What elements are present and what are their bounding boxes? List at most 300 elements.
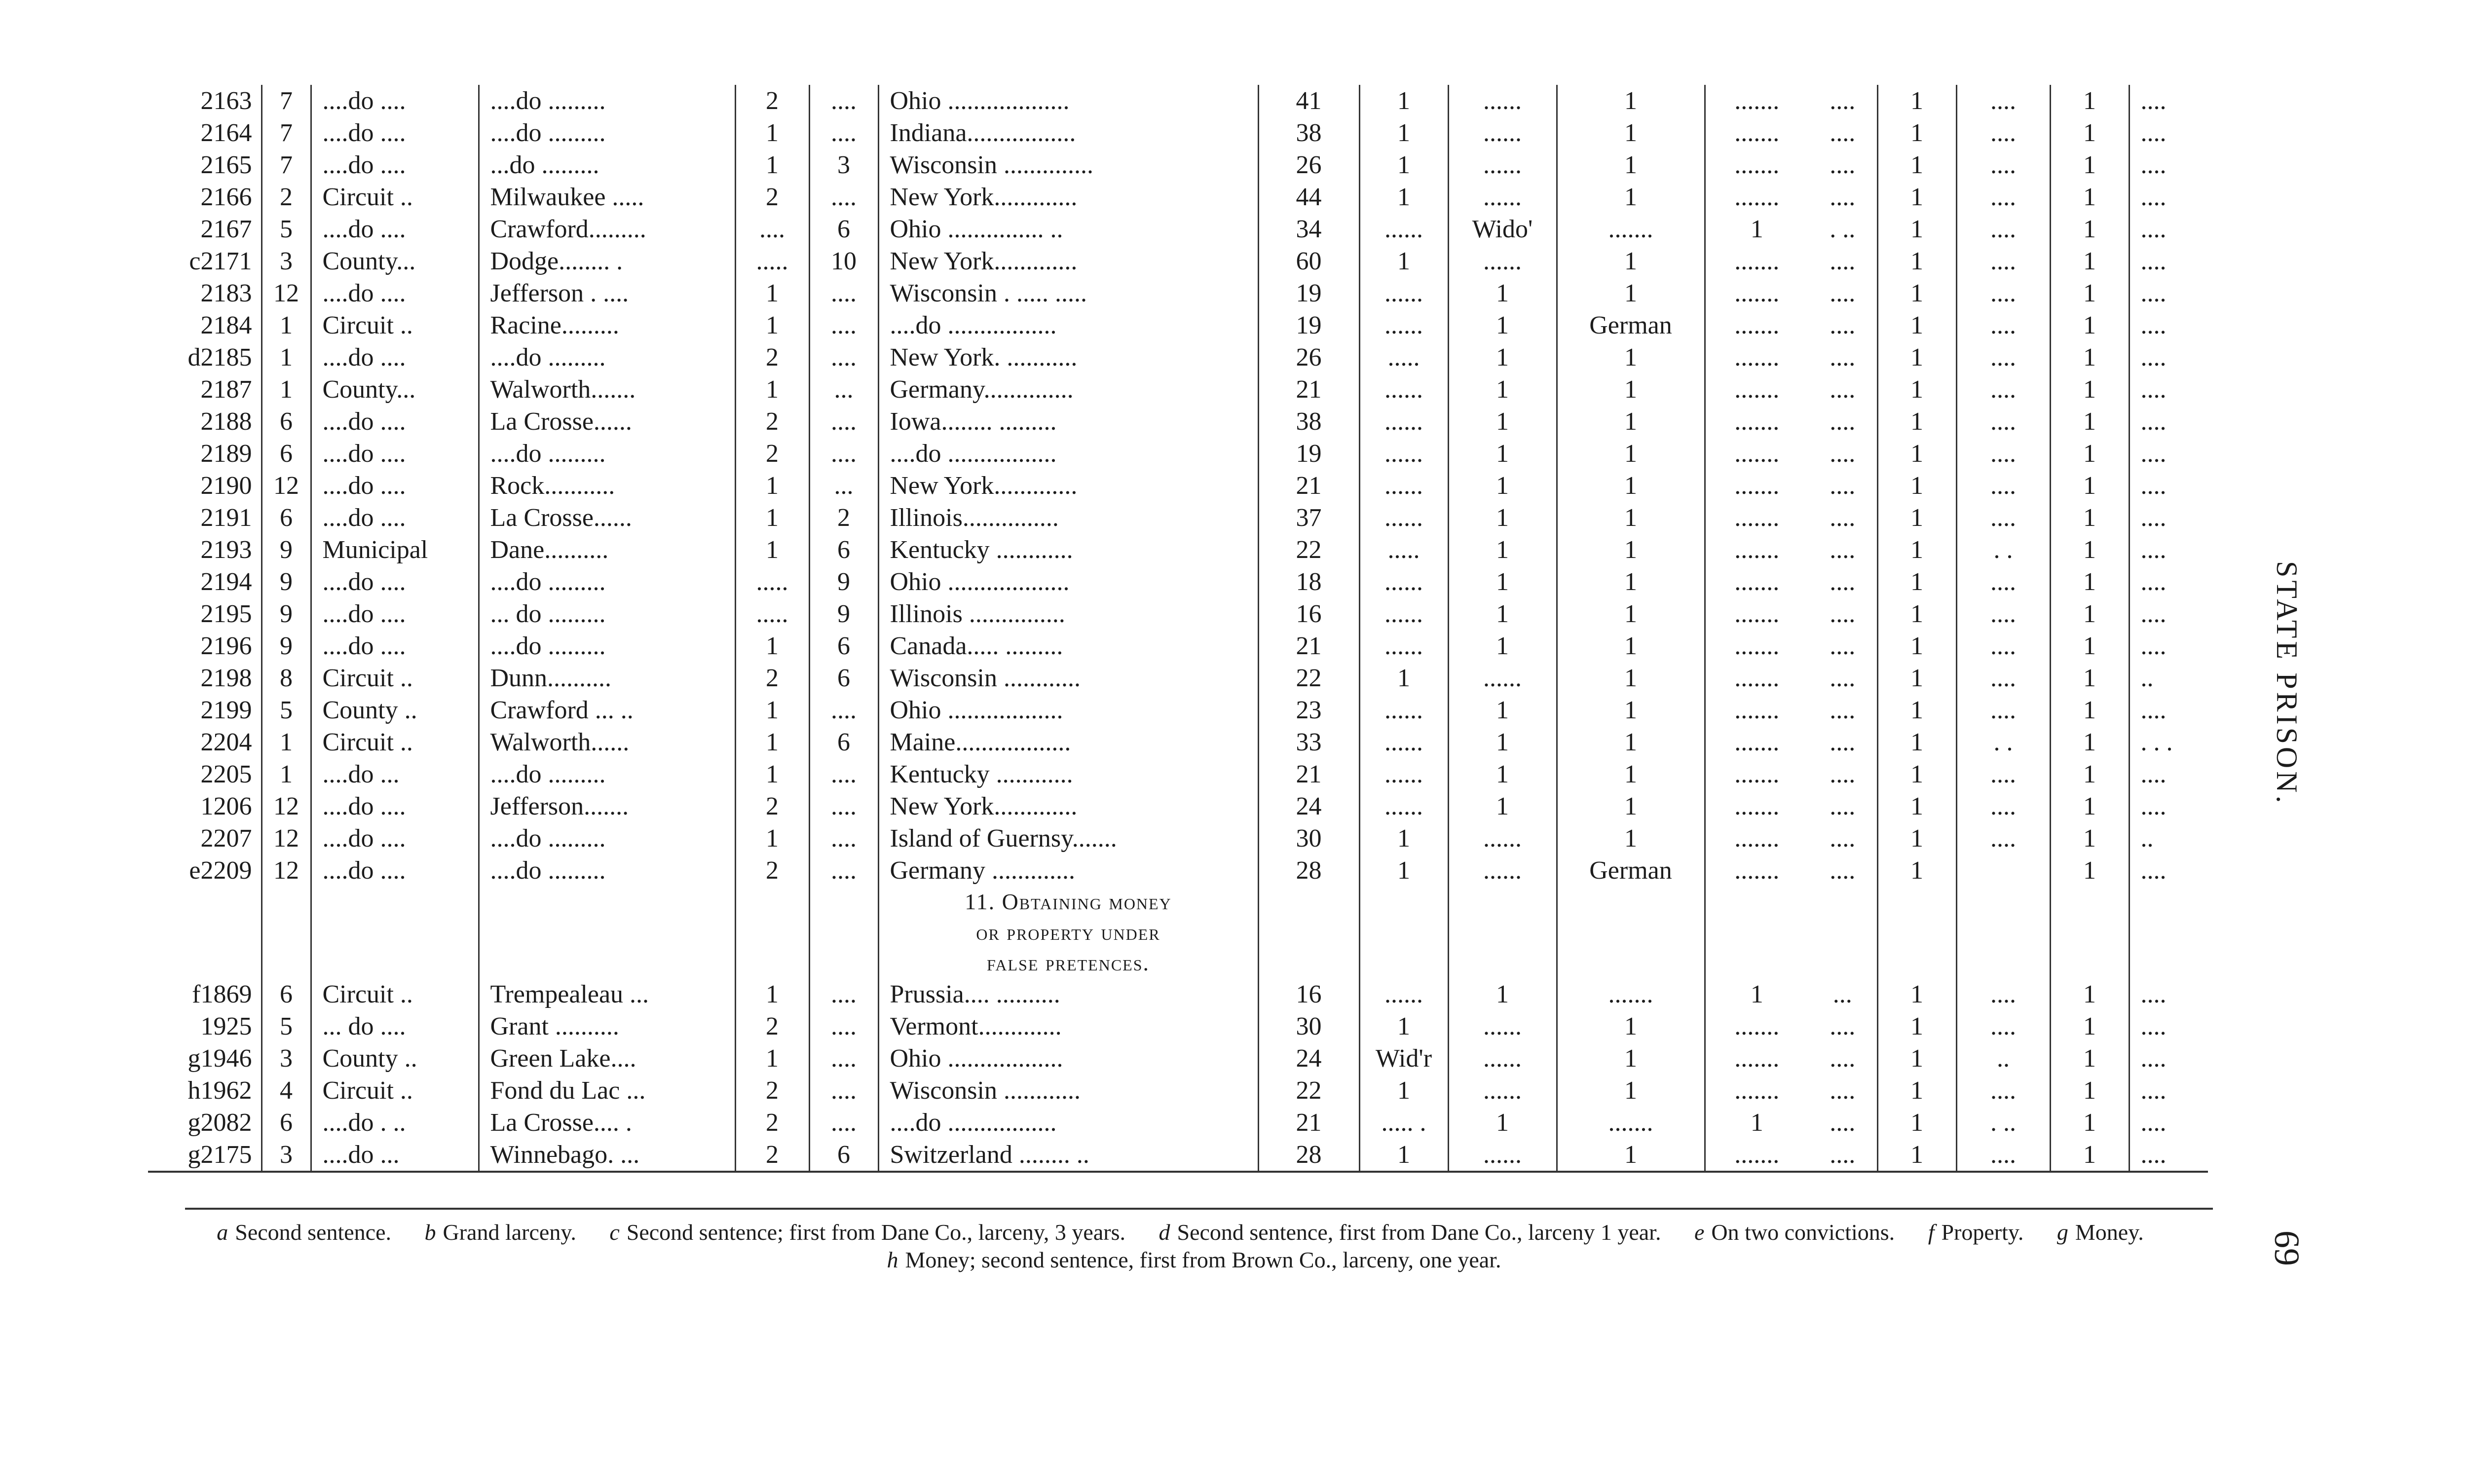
cell-age: 19 [1258,277,1359,309]
table-row [148,534,2208,566]
cell-sentence-term: 7 [262,149,311,181]
cell-court: Circuit .. [311,662,479,694]
cell-sentence-term: 9 [262,598,311,630]
cell-col-e: 1 [1877,1107,1956,1139]
cell-age: 24 [1258,1042,1359,1075]
cell-col-a: 2 [735,1139,809,1172]
cell-col-c: 1 [1705,978,1808,1010]
cell-nativity: Vermont............. [878,1010,1258,1042]
cell-county: La Crosse...... [479,502,735,534]
section-heading-line: 11. Obtaining money [965,889,1172,914]
cell-age: 21 [1258,758,1359,790]
cell-col-g: 1 [2050,978,2129,1010]
cell-court: ....do .... [311,277,479,309]
footnote [1928,1219,2024,1246]
cell-col-c: ....... [1705,534,1808,566]
cell-court: ....do .... [311,822,479,854]
cell-col-e: 1 [1877,822,1956,854]
cell-col-g: 1 [2050,438,2129,470]
cell-col-b: 6 [809,534,878,566]
cell-col-e: 1 [1877,373,1956,406]
cell-county: Dodge........ . [479,245,735,277]
cell-col-a: 1 [735,978,809,1010]
cell-col-married: ..... . [1359,1107,1448,1139]
cell-nativity: New York............. [878,790,1258,822]
cell-col-married: 1 [1359,1075,1448,1107]
cell-sentence-term: 3 [262,245,311,277]
cell-col-g: 1 [2050,790,2129,822]
empty-cell [479,887,735,978]
cell-county: Grant .......... [479,1010,735,1042]
cell-sentence-term: 5 [262,1010,311,1042]
cell-county: ....do ......... [479,630,735,662]
cell-col-e: 1 [1877,149,1956,181]
cell-court: County... [311,245,479,277]
cell-county: ....do ......... [479,854,735,887]
cell-col-single: ...... [1448,1139,1557,1172]
table-row [148,854,2208,887]
cell-court: Municipal [311,534,479,566]
cell-col-g: 1 [2050,245,2129,277]
cell-col-g: 1 [2050,662,2129,694]
cell-col-b: .... [809,1107,878,1139]
table-row [148,1042,2208,1075]
cell-court: ... do .... [311,1010,479,1042]
section-heading-line: false pretences. [987,950,1150,975]
cell-col-single: ...... [1448,854,1557,887]
footnote-text: Money. [2075,1220,2144,1245]
cell-col-f: .... [1956,1075,2050,1107]
footnote [2057,1219,2144,1246]
cell-age: 28 [1258,1139,1359,1172]
cell-county: Milwaukee ..... [479,181,735,213]
cell-nativity: Kentucky ............ [878,534,1258,566]
cell-col-single: ...... [1448,117,1557,149]
cell-col-single: ...... [1448,822,1557,854]
cell-col-g: 1 [2050,85,2129,117]
cell-col-language: 1 [1557,245,1705,277]
footnote [1694,1219,1895,1246]
footnote-mark: g [2056,1220,2068,1245]
cell-sentence-term: 1 [262,309,311,341]
cell-col-c: ....... [1705,630,1808,662]
cell-county: Walworth...... [479,726,735,758]
empty-cell [1877,887,1956,978]
cell-nativity: Iowa........ ......... [878,406,1258,438]
cell-col-c: ....... [1705,470,1808,502]
cell-col-c: ....... [1705,726,1808,758]
cell-col-married: ...... [1359,790,1448,822]
cell-col-e: 1 [1877,1042,1956,1075]
table-row [148,630,2208,662]
cell-col-e: 1 [1877,598,1956,630]
cell-col-married: ...... [1359,758,1448,790]
cell-col-language: 1 [1557,373,1705,406]
cell-col-married: 1 [1359,662,1448,694]
cell-col-b: 9 [809,566,878,598]
cell-sentence-term: 6 [262,502,311,534]
cell-col-h: .... [2129,1010,2208,1042]
cell-court: County... [311,373,479,406]
cell-col-married: ...... [1359,630,1448,662]
cell-col-d: ... [1832,980,1852,1008]
cell-age: 23 [1258,694,1359,726]
cell-col-language: 1 [1557,277,1705,309]
cell-col-g: 1 [2050,149,2129,181]
cell-col-h: .... [2129,566,2208,598]
prison-register-table [148,85,2208,1173]
cell-col-f: .... [1956,245,2050,277]
cell-col-f: .... [1956,790,2050,822]
cell-col-married: ...... [1359,726,1448,758]
cell-county: ....do ......... [479,438,735,470]
cell-col-f: . . [1956,726,2050,758]
cell-col-married: ...... [1359,277,1448,309]
table-row [148,566,2208,598]
cell-col-single: 1 [1448,790,1557,822]
cell-col-g: 1 [2050,277,2129,309]
cell-col-single: 1 [1448,534,1557,566]
cell-col-language: 1 [1557,1139,1705,1172]
cell-col-language: 1 [1557,598,1705,630]
cell-col-e: 1 [1877,181,1956,213]
footnote [217,1219,391,1246]
cell-col-b: .... [809,117,878,149]
cell-col-h: .... [2129,694,2208,726]
cell-col-married: ...... [1359,694,1448,726]
cell-col-f: .... [1956,309,2050,341]
cell-col-e: 1 [1877,406,1956,438]
cell-col-d: .... [1830,440,1856,468]
cell-col-f: .... [1956,758,2050,790]
cell-col-a: 1 [735,309,809,341]
cell-col-language: 1 [1557,438,1705,470]
cell-nativity: Prussia.... .......... [878,978,1258,1010]
cell-col-language: 1 [1557,1075,1705,1107]
empty-cell [148,887,262,978]
cell-prisoner-number: c2171 [189,247,252,275]
cell-col-f: .... [1956,406,2050,438]
cell-col-d: .... [1830,183,1856,211]
cell-col-d: .... [1830,856,1856,885]
cell-court: ....do .... [311,438,479,470]
cell-age: 37 [1258,502,1359,534]
cell-court: County .. [311,694,479,726]
cell-col-h: .... [2129,213,2208,245]
cell-col-a: 1 [735,470,809,502]
cell-col-c: 1 [1705,1107,1808,1139]
cell-age: 60 [1258,245,1359,277]
cell-col-b: .... [809,822,878,854]
cell-col-d: .... [1830,728,1856,756]
cell-col-single: 1 [1448,726,1557,758]
cell-prisoner-number: d2185 [187,343,252,371]
cell-court: Circuit .. [311,1075,479,1107]
cell-col-single: ...... [1448,181,1557,213]
cell-col-c: 1 [1705,213,1808,245]
cell-col-language: 1 [1557,406,1705,438]
cell-col-h: .... [2129,854,2208,887]
cell-col-c: ....... [1705,181,1808,213]
footnote-mark: e [1694,1220,1705,1245]
cell-col-married: 1 [1359,149,1448,181]
cell-col-h: .... [2129,790,2208,822]
cell-col-g: 1 [2050,822,2129,854]
empty-cell [1808,887,1877,978]
cell-col-single: 1 [1448,277,1557,309]
table-row [148,341,2208,373]
footnote-text: Property. [1941,1220,2024,1245]
cell-col-b: 6 [809,662,878,694]
cell-col-d: .... [1830,664,1856,692]
cell-prisoner-number: 2191 [200,504,252,532]
cell-col-a: 1 [735,373,809,406]
cell-county: ....do ......... [479,758,735,790]
cell-col-d: .... [1830,472,1856,500]
cell-col-language: 1 [1557,790,1705,822]
table-row [148,213,2208,245]
empty-cell [1359,887,1448,978]
cell-col-e: 1 [1877,1139,1956,1172]
cell-col-e: 1 [1877,694,1956,726]
cell-col-f [1956,854,2050,887]
cell-col-c: ....... [1705,245,1808,277]
cell-col-single: 1 [1448,470,1557,502]
cell-col-h: .... [2129,1139,2208,1172]
table-row [148,1010,2208,1042]
cell-col-c: ....... [1705,85,1808,117]
cell-court: ....do ... [311,758,479,790]
cell-col-c: ....... [1705,598,1808,630]
cell-col-g: 1 [2050,1010,2129,1042]
cell-nativity: Germany ............. [878,854,1258,887]
cell-col-e: 1 [1877,662,1956,694]
cell-court: Circuit .. [311,309,479,341]
cell-col-c: ....... [1705,854,1808,887]
empty-cell [735,887,809,978]
cell-sentence-term: 2 [262,181,311,213]
cell-age: 26 [1258,149,1359,181]
cell-col-language: German [1557,309,1705,341]
cell-col-c: ....... [1705,341,1808,373]
empty-cell [809,887,878,978]
cell-col-f: .... [1956,277,2050,309]
cell-col-f: .... [1956,1010,2050,1042]
cell-col-d: .... [1830,824,1856,853]
cell-col-g: 1 [2050,309,2129,341]
table-row [148,470,2208,502]
cell-col-single: 1 [1448,438,1557,470]
cell-age: 41 [1258,85,1359,117]
cell-col-a: 2 [735,790,809,822]
cell-col-f: . .. [1956,1107,2050,1139]
cell-col-single: ...... [1448,1075,1557,1107]
cell-col-g: 1 [2050,534,2129,566]
cell-col-f: .... [1956,85,2050,117]
cell-col-e: 1 [1877,1075,1956,1107]
cell-col-f: .... [1956,1139,2050,1172]
cell-sentence-term: 3 [262,1139,311,1172]
cell-sentence-term: 6 [262,438,311,470]
cell-col-married: ...... [1359,309,1448,341]
cell-col-a: 2 [735,341,809,373]
cell-age: 21 [1258,630,1359,662]
cell-col-e: 1 [1877,277,1956,309]
cell-prisoner-number: 2183 [200,279,252,307]
cell-col-language: 1 [1557,1042,1705,1075]
cell-nativity: Illinois............... [878,502,1258,534]
cell-age: 38 [1258,117,1359,149]
cell-col-a: .... [735,213,809,245]
cell-col-b: .... [809,85,878,117]
cell-col-h: .... [2129,1075,2208,1107]
cell-col-e: 1 [1877,85,1956,117]
cell-col-single: ...... [1448,245,1557,277]
cell-prisoner-number: 1206 [200,792,252,820]
cell-col-d: .... [1830,504,1856,532]
cell-col-c: ....... [1705,438,1808,470]
cell-col-c: ....... [1705,1139,1808,1172]
cell-col-married: ...... [1359,566,1448,598]
cell-col-g: 1 [2050,630,2129,662]
cell-col-a: 1 [735,1042,809,1075]
cell-col-b: .... [809,181,878,213]
cell-col-single: 1 [1448,630,1557,662]
cell-col-h: . . . [2129,726,2208,758]
table-row [148,726,2208,758]
cell-col-d: .... [1830,696,1856,724]
cell-sentence-term: 3 [262,1042,311,1075]
cell-col-e: 1 [1877,213,1956,245]
cell-col-a: 2 [735,1075,809,1107]
cell-col-g: 1 [2050,406,2129,438]
cell-col-language: 1 [1557,694,1705,726]
cell-col-c: ....... [1705,1075,1808,1107]
cell-prisoner-number: h1962 [187,1076,252,1105]
cell-col-b: .... [809,438,878,470]
footnote-mark: a [217,1220,228,1245]
cell-county: Crawford ... .. [479,694,735,726]
cell-nativity: Switzerland ........ .. [878,1139,1258,1172]
running-head: STATE PRISON. [2271,560,2303,806]
cell-nativity: Maine.................. [878,726,1258,758]
cell-col-married: ...... [1359,438,1448,470]
cell-col-h: .... [2129,245,2208,277]
table-row [148,245,2208,277]
cell-nativity: Wisconsin .............. [878,149,1258,181]
footnote-mark: d [1159,1220,1170,1245]
cell-nativity: New York............. [878,470,1258,502]
cell-court: ....do .... [311,854,479,887]
cell-prisoner-number: 2196 [200,632,252,660]
cell-sentence-term: 5 [262,213,311,245]
cell-col-d: .... [1830,1044,1856,1073]
cell-col-language: 1 [1557,630,1705,662]
cell-col-e: 1 [1877,117,1956,149]
cell-nativity: Kentucky ............ [878,758,1258,790]
cell-county: Racine......... [479,309,735,341]
cell-col-h: .. [2129,662,2208,694]
table-body [148,85,2208,1172]
cell-col-d: .... [1830,1012,1856,1040]
cell-col-single: ...... [1448,662,1557,694]
cell-col-f: .... [1956,470,2050,502]
cell-age: 26 [1258,341,1359,373]
cell-col-a: 1 [735,822,809,854]
cell-col-c: ....... [1705,149,1808,181]
cell-col-f: .... [1956,694,2050,726]
cell-col-b: .... [809,406,878,438]
cell-col-language: 1 [1557,566,1705,598]
cell-col-single: ...... [1448,1042,1557,1075]
cell-col-b: 2 [809,502,878,534]
footnote-text: Second sentence. [235,1220,392,1245]
cell-col-d: . .. [1830,215,1856,243]
cell-col-married: ...... [1359,406,1448,438]
cell-col-f: .... [1956,978,2050,1010]
cell-sentence-term: 9 [262,630,311,662]
cell-age: 22 [1258,662,1359,694]
section-heading-line: or property under [976,920,1160,945]
cell-col-c: ....... [1705,662,1808,694]
cell-col-c: ....... [1705,758,1808,790]
cell-age: 18 [1258,566,1359,598]
cell-col-d: .... [1830,119,1856,147]
cell-nativity: Wisconsin ............ [878,662,1258,694]
cell-col-language: ....... [1557,213,1705,245]
table-row [148,438,2208,470]
cell-col-single: 1 [1448,758,1557,790]
cell-county: Fond du Lac ... [479,1075,735,1107]
cell-col-b: .... [809,1075,878,1107]
cell-sentence-term: 6 [262,406,311,438]
cell-col-a: ..... [735,245,809,277]
cell-age: 21 [1258,373,1359,406]
cell-prisoner-number: 2189 [200,440,252,468]
footnote [425,1219,576,1246]
cell-age: 19 [1258,438,1359,470]
cell-court: ....do .... [311,406,479,438]
cell-col-language: 1 [1557,149,1705,181]
section-heading-row [148,887,2208,978]
cell-col-h: .... [2129,438,2208,470]
cell-col-single: ...... [1448,85,1557,117]
cell-sentence-term: 12 [262,470,311,502]
footnote-text: On two convictions. [1711,1220,1895,1245]
cell-col-married: 1 [1359,854,1448,887]
empty-cell [262,887,311,978]
table-row [148,277,2208,309]
empty-cell [1956,887,2050,978]
cell-col-married: 1 [1359,181,1448,213]
cell-col-g: 1 [2050,470,2129,502]
cell-prisoner-number: g2175 [148,1139,262,1172]
footnote-text: Money; second sentence, first from Brown Co., larceny, one year. [905,1247,1501,1272]
table-row [148,373,2208,406]
cell-col-b: .... [809,1010,878,1042]
cell-col-d: .... [1830,311,1856,339]
cell-col-b: .... [809,978,878,1010]
cell-col-single: 1 [1448,341,1557,373]
cell-col-g: 1 [2050,598,2129,630]
cell-prisoner-number: 2204 [200,728,252,756]
cell-col-married: 1 [1359,1139,1448,1172]
cell-nativity: Indiana................. [878,117,1258,149]
cell-sentence-term: 12 [262,822,311,854]
cell-col-h: .... [2129,534,2208,566]
table-row [148,598,2208,630]
cell-sentence-term: 12 [262,277,311,309]
